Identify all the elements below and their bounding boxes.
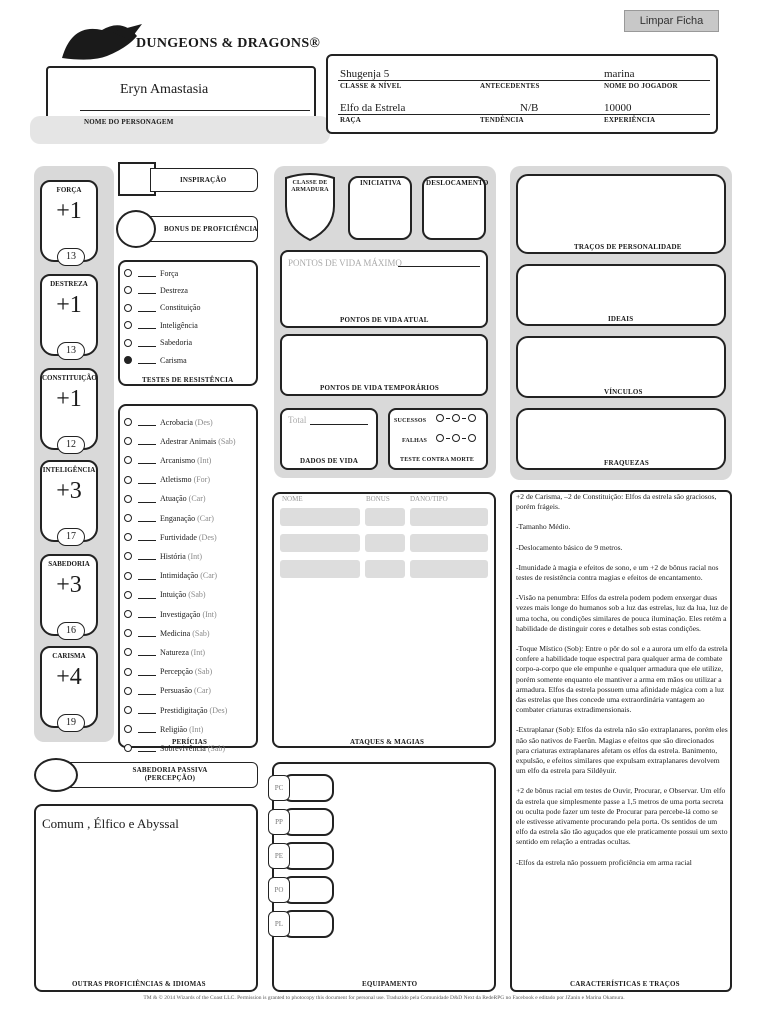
skill-proficiency-checkbox[interactable] (124, 610, 132, 618)
saving-throw-label: Força (160, 268, 179, 278)
skill-proficiency-checkbox[interactable] (124, 725, 132, 733)
skill-row (124, 452, 211, 468)
attribute-5 (40, 646, 98, 728)
coin-label: PC (268, 775, 290, 801)
feature-paragraph: -Extraplanar (Sob): Elfos da estrela não são extraplanares, porém eles não são nativos de Faerûn. Magias e efeitos que são direcionados para criaturas extraplanares afetam os elfos da estrela. Banimento, expulsão, e efeitos similares que expulsam extraplanares devolvem um elfo da estrela para Sildëyuir. (516, 725, 728, 776)
hit-dice-total: Total (288, 415, 307, 425)
skill-proficiency-checkbox[interactable] (124, 552, 132, 560)
attribute-score[interactable]: 13 (57, 248, 85, 266)
skill-proficiency-checkbox[interactable] (124, 437, 132, 445)
failure-3[interactable] (468, 434, 476, 442)
alignment-value[interactable]: N/B (520, 102, 539, 114)
skill-value[interactable] (138, 533, 156, 541)
saving-throw-row (124, 300, 200, 316)
skill-attribute: (Car) (188, 494, 206, 504)
skill-value[interactable] (138, 572, 156, 580)
hp-max-line (398, 266, 480, 267)
skill-label: Prestidigitação (160, 705, 208, 715)
skill-label: Percepção (160, 667, 193, 677)
skill-value[interactable] (138, 687, 156, 695)
skill-row (124, 625, 210, 641)
skill-proficiency-checkbox[interactable] (124, 706, 132, 714)
skill-value[interactable] (138, 629, 156, 637)
skill-label: Atuação (160, 494, 187, 504)
skill-label: Persuasão (160, 686, 192, 696)
failure-2[interactable] (452, 434, 460, 442)
feature-paragraph: -Deslocamento básico de 9 metros. (516, 542, 623, 552)
attribute-name: CARISMA (52, 652, 86, 660)
skill-label: Intuição (160, 590, 187, 600)
skill-proficiency-checkbox[interactable] (124, 668, 132, 676)
skill-attribute: (Des) (198, 532, 217, 542)
name-underline (80, 110, 310, 111)
skill-value[interactable] (138, 668, 156, 676)
hp-temp-label: PONTOS DE VIDA TEMPORÁRIOS (320, 384, 439, 392)
feature-paragraph: -Toque Místico (Sob): Entre o pôr do sol e a aurora um elfo da estrela confere a habilidade toque espectral para qualquer arma de combate corpo-a-corpo que ele empunhe e qualquer armadura que ele utilize, porém somente enquanto ele mantiver a arma em mãos ou utilizar a armadura. Elfos da estrela possuem uma afinidade mágica com a luz das estrelas que lhes concede uma extraordinária vantagem ao combater criaturas extradimensionais. (516, 644, 728, 715)
clear-sheet-button[interactable]: Limpar Ficha (624, 10, 719, 32)
skill-attribute: (Int) (202, 609, 217, 619)
attacks-title: ATAQUES & MAGIAS (350, 738, 425, 746)
attribute-name: FORÇA (56, 186, 82, 194)
skill-label: Sobrevivência (160, 743, 206, 753)
skill-proficiency-checkbox[interactable] (124, 648, 132, 656)
skill-attribute: (Car) (200, 571, 218, 581)
skill-label: Religião (160, 724, 188, 734)
skill-row (124, 721, 203, 737)
skill-row (124, 548, 202, 564)
hit-dice-line (310, 424, 368, 425)
player-name-label: NOME DO JOGADOR (604, 82, 678, 90)
armor-class-label: CLASSE DE ARMADURA (291, 180, 329, 193)
ideals-label: IDEAIS (608, 315, 634, 323)
info-line-1 (338, 80, 710, 81)
coin-label: PE (268, 843, 290, 869)
race-value[interactable]: Elfo da Estrela (340, 102, 406, 114)
saving-throw-value[interactable] (138, 304, 156, 312)
attribute-score[interactable]: 16 (57, 622, 85, 640)
success-checkboxes[interactable] (436, 414, 482, 422)
skill-proficiency-checkbox[interactable] (124, 572, 132, 580)
skill-proficiency-checkbox[interactable] (124, 533, 132, 541)
saving-throw-row (124, 282, 188, 298)
attribute-name: SABEDORIA (48, 560, 90, 568)
inspiration-label: INSPIRAÇÃO (180, 176, 227, 184)
character-name[interactable]: Eryn Amastasia (120, 82, 209, 97)
skill-value[interactable] (138, 725, 156, 733)
attribute-0 (40, 180, 98, 262)
skill-row (124, 491, 206, 507)
proficiency-checkbox[interactable] (124, 304, 132, 312)
skill-row (124, 644, 205, 660)
speed-label: DESLOCAMENTO (426, 179, 489, 187)
skill-proficiency-checkbox[interactable] (124, 495, 132, 503)
attack-3-damage[interactable] (410, 560, 488, 578)
skill-attribute: (Int) (197, 455, 212, 465)
attacks-col-bonus: BONUS (366, 495, 390, 503)
skill-value[interactable] (138, 456, 156, 464)
proficiency-checkbox[interactable] (124, 356, 132, 364)
skill-label: Enganação (160, 513, 196, 523)
skill-proficiency-checkbox[interactable] (124, 456, 132, 464)
skill-attribute: (Car) (197, 513, 214, 523)
coin-label: PL (268, 911, 290, 937)
saving-throw-row (124, 335, 192, 351)
success-2[interactable] (452, 414, 460, 422)
skill-proficiency-checkbox[interactable] (124, 418, 132, 426)
coin-label: PO (268, 877, 290, 903)
attribute-name: INTELIGÊNCIA (42, 466, 96, 474)
attribute-modifier[interactable]: +1 (56, 292, 82, 318)
saving-throw-row (124, 352, 187, 368)
attribute-name: CONSTITUIÇÃO (42, 374, 97, 382)
attack-2-damage[interactable] (410, 534, 488, 552)
failure-checkboxes[interactable] (436, 434, 482, 442)
skill-attribute: (Car) (194, 686, 211, 696)
attribute-4 (40, 554, 98, 636)
hp-max-label: PONTOS DE VIDA MÁXIMO (288, 258, 402, 268)
attribute-modifier[interactable]: +4 (56, 664, 82, 690)
attribute-score[interactable]: 19 (57, 714, 85, 732)
skill-attribute: (Sab) (218, 436, 236, 446)
skill-row (124, 664, 212, 680)
banner-gray-band (30, 116, 330, 144)
attribute-modifier[interactable]: +3 (56, 572, 82, 598)
traits-box[interactable] (516, 174, 726, 254)
skill-label: Medicina (160, 628, 191, 638)
feature-paragraph: +2 de bônus racial em testes de Ouvir, Procurar, e Observar. Um elfo da estrela que simplesmente passe a 1,5 metros de uma porta secreta ou oculta pode fazer um teste de Procurar para percebe-lá como se ele estivesse ativamente procurando pela porta. Os sentidos de um elfo da estrela são tão aguçados que ele praticamente possui um sexto sentido em relação a entradas ocultas. (516, 786, 728, 847)
flaws-label: FRAQUEZAS (604, 459, 649, 467)
skill-proficiency-checkbox[interactable] (124, 629, 132, 637)
xp-label: EXPERIÊNCIA (604, 116, 656, 124)
saving-throw-value[interactable] (138, 339, 156, 347)
saving-throw-row (124, 317, 198, 333)
skills-title: PERÍCIAS (172, 738, 208, 746)
logo (52, 18, 332, 66)
saving-throw-value[interactable] (138, 356, 156, 364)
failure-1[interactable] (436, 434, 444, 442)
attack-1-bonus[interactable] (365, 508, 405, 526)
skill-attribute: (Des) (209, 705, 228, 715)
attribute-3 (40, 460, 98, 542)
skill-value[interactable] (138, 744, 156, 752)
attack-3-name[interactable] (280, 560, 360, 578)
skill-row (124, 606, 217, 622)
saving-throw-value[interactable] (138, 321, 156, 329)
attribute-score[interactable]: 17 (57, 528, 85, 546)
skill-row (124, 472, 210, 488)
skill-label: Intimidação (160, 571, 199, 581)
attribute-score[interactable]: 13 (57, 342, 85, 360)
skill-row (124, 702, 227, 718)
attribute-modifier[interactable]: +1 (56, 386, 82, 412)
skill-value[interactable] (138, 418, 156, 426)
proficiency-checkbox[interactable] (124, 269, 132, 277)
success-3[interactable] (468, 414, 476, 422)
feature-paragraph: +2 de Carisma, –2 de Constituição: Elfos da estrela são graciosos, porém frágeis. (516, 492, 717, 512)
saving-throw-row (124, 265, 178, 281)
successes-label: SUCESSOS (394, 418, 427, 424)
skill-attribute: (Int) (187, 551, 202, 561)
skill-row (124, 683, 211, 699)
skill-proficiency-checkbox[interactable] (124, 687, 132, 695)
hp-current-label: PONTOS DE VIDA ATUAL (340, 316, 429, 324)
attacks-col-name: NOME (282, 495, 303, 503)
proficiencies-text[interactable]: Comum , Élfico e Abyssal (42, 816, 179, 831)
coin-label: PP (268, 809, 290, 835)
attribute-name: DESTREZA (50, 280, 88, 288)
feature-paragraph: -Visão na penumbra: Elfos da estrela podem podem enxergar duas vezes mais longe do humanos sob a luz das estrelas, luz da lua, luz de uma tocha, ou condições similares de pouca iluminação. Eles retém a habilidade de distinguir cores e detalhes sob estas condições. (516, 593, 728, 633)
attack-3-bonus[interactable] (365, 560, 405, 578)
attack-1-damage[interactable] (410, 508, 488, 526)
skill-proficiency-checkbox[interactable] (124, 744, 132, 752)
skill-row (124, 529, 217, 545)
class-level-label: CLASSE & NÍVEL (340, 82, 402, 90)
attacks-box (272, 492, 496, 748)
passive-wisdom-circle[interactable] (34, 758, 78, 792)
feature-paragraph: -Tamanho Médio. (516, 522, 571, 532)
skill-attribute: (Int) (189, 724, 204, 734)
skill-value[interactable] (138, 648, 156, 656)
hit-dice-label: DADOS DE VIDA (300, 457, 359, 465)
attacks-col-damage: DANO/TIPO (410, 495, 448, 503)
saving-throws-title: TESTES DE RESISTÊNCIA (142, 376, 234, 384)
skill-proficiency-checkbox[interactable] (124, 514, 132, 522)
failures-label: FALHAS (402, 438, 428, 444)
saving-throw-label: Inteligência (160, 320, 198, 330)
attribute-1 (40, 274, 98, 356)
skill-value[interactable] (138, 552, 156, 560)
proficiency-checkbox[interactable] (124, 321, 132, 329)
skill-proficiency-checkbox[interactable] (124, 591, 132, 599)
skill-value[interactable] (138, 437, 156, 445)
attribute-2 (40, 368, 98, 450)
saving-throw-label: Carisma (160, 355, 187, 365)
class-level-value[interactable]: Shugenja 5 (340, 68, 390, 80)
skill-attribute: (Des) (194, 417, 213, 427)
saving-throw-label: Sabedoria (160, 338, 192, 348)
skill-label: História (160, 551, 186, 561)
skill-value[interactable] (138, 476, 156, 484)
skill-label: Furtividade (160, 532, 197, 542)
passive-wisdom-label: SABEDORIA PASSIVA (PERCEPÇÃO) (132, 766, 208, 782)
skill-label: Acrobacia (160, 417, 193, 427)
skill-attribute: (Sab) (207, 743, 226, 753)
footer-copyright: TM & © 2014 Wizards of the Coast LLC. Permission is granted to photocopy this document for personal use. Traduzido pela Comunidade D&D Next da RedeRPG no Facebook e editado por JZanin e Marina Okamura. (143, 995, 625, 1001)
background-label: ANTECEDENTES (480, 82, 540, 90)
proficiencies-title: OUTRAS PROFICIÊNCIAS & IDIOMAS (72, 980, 206, 988)
skill-row (124, 414, 213, 430)
proficiency-circle[interactable] (116, 210, 156, 248)
feature-paragraph: -Elfos da estrela não possuem proficiência em arma racial (516, 857, 692, 867)
proficiency-checkbox[interactable] (124, 286, 132, 294)
race-label: RAÇA (340, 116, 362, 124)
attribute-score[interactable]: 12 (57, 436, 85, 454)
features-text[interactable] (516, 492, 728, 972)
attack-2-bonus[interactable] (365, 534, 405, 552)
proficiencies-box (34, 804, 258, 992)
proficiency-label: BONUS DE PROFICIÊNCIA (164, 225, 258, 233)
saving-throw-label: Destreza (160, 285, 188, 295)
alignment-label: TENDÊNCIA (480, 116, 524, 124)
attribute-modifier[interactable]: +1 (56, 198, 82, 224)
skill-value[interactable] (138, 495, 156, 503)
skill-row (124, 510, 214, 526)
info-line-2 (338, 114, 710, 115)
saving-throw-value[interactable] (138, 269, 156, 277)
saving-throw-label: Constituição (160, 303, 201, 313)
feature-paragraph: -Imunidade à magia e efeitos de sono, e um +2 de bônus racial nos testes de resistência contra magias e efeitos de encantamento. (516, 562, 719, 583)
skill-attribute: (Sab) (194, 667, 213, 677)
skill-row (124, 433, 236, 449)
success-1[interactable] (436, 414, 444, 422)
traits-label: TRAÇOS DE PERSONALIDADE (574, 243, 682, 251)
player-name-value[interactable]: marina (604, 68, 635, 80)
logo-text: DUNGEONS & DRAGONS® (136, 36, 321, 51)
skill-value[interactable] (138, 706, 156, 714)
bonds-label: VÍNCULOS (604, 388, 643, 396)
skill-value[interactable] (138, 514, 156, 522)
proficiency-checkbox[interactable] (124, 339, 132, 347)
xp-value[interactable]: 10000 (604, 102, 632, 114)
character-name-label: NOME DO PERSONAGEM (84, 118, 174, 126)
skill-attribute: (Sab) (192, 628, 210, 638)
skill-row (124, 587, 206, 603)
features-title: CARACTERÍSTICAS E TRAÇOS (570, 980, 680, 988)
initiative-label: INICIATIVA (360, 179, 402, 187)
skill-attribute: (For) (193, 475, 211, 485)
attack-2-name[interactable] (280, 534, 360, 552)
skill-row (124, 568, 217, 584)
skill-label: Natureza (160, 647, 189, 657)
saving-throw-value[interactable] (138, 286, 156, 294)
skill-proficiency-checkbox[interactable] (124, 476, 132, 484)
death-saves-label: TESTE CONTRA MORTE (400, 457, 475, 463)
skill-value[interactable] (138, 591, 156, 599)
skill-label: Arcanismo (160, 455, 196, 465)
skill-label: Atletismo (160, 475, 192, 485)
equipment-title: EQUIPAMENTO (362, 980, 418, 988)
attack-1-name[interactable] (280, 508, 360, 526)
skill-label: Adestrar Animais (160, 436, 217, 446)
skill-label: Investigação (160, 609, 201, 619)
skill-attribute: (Sab) (188, 590, 206, 600)
attribute-modifier[interactable]: +3 (56, 478, 82, 504)
skill-attribute: (Int) (190, 647, 206, 657)
skill-value[interactable] (138, 610, 156, 618)
